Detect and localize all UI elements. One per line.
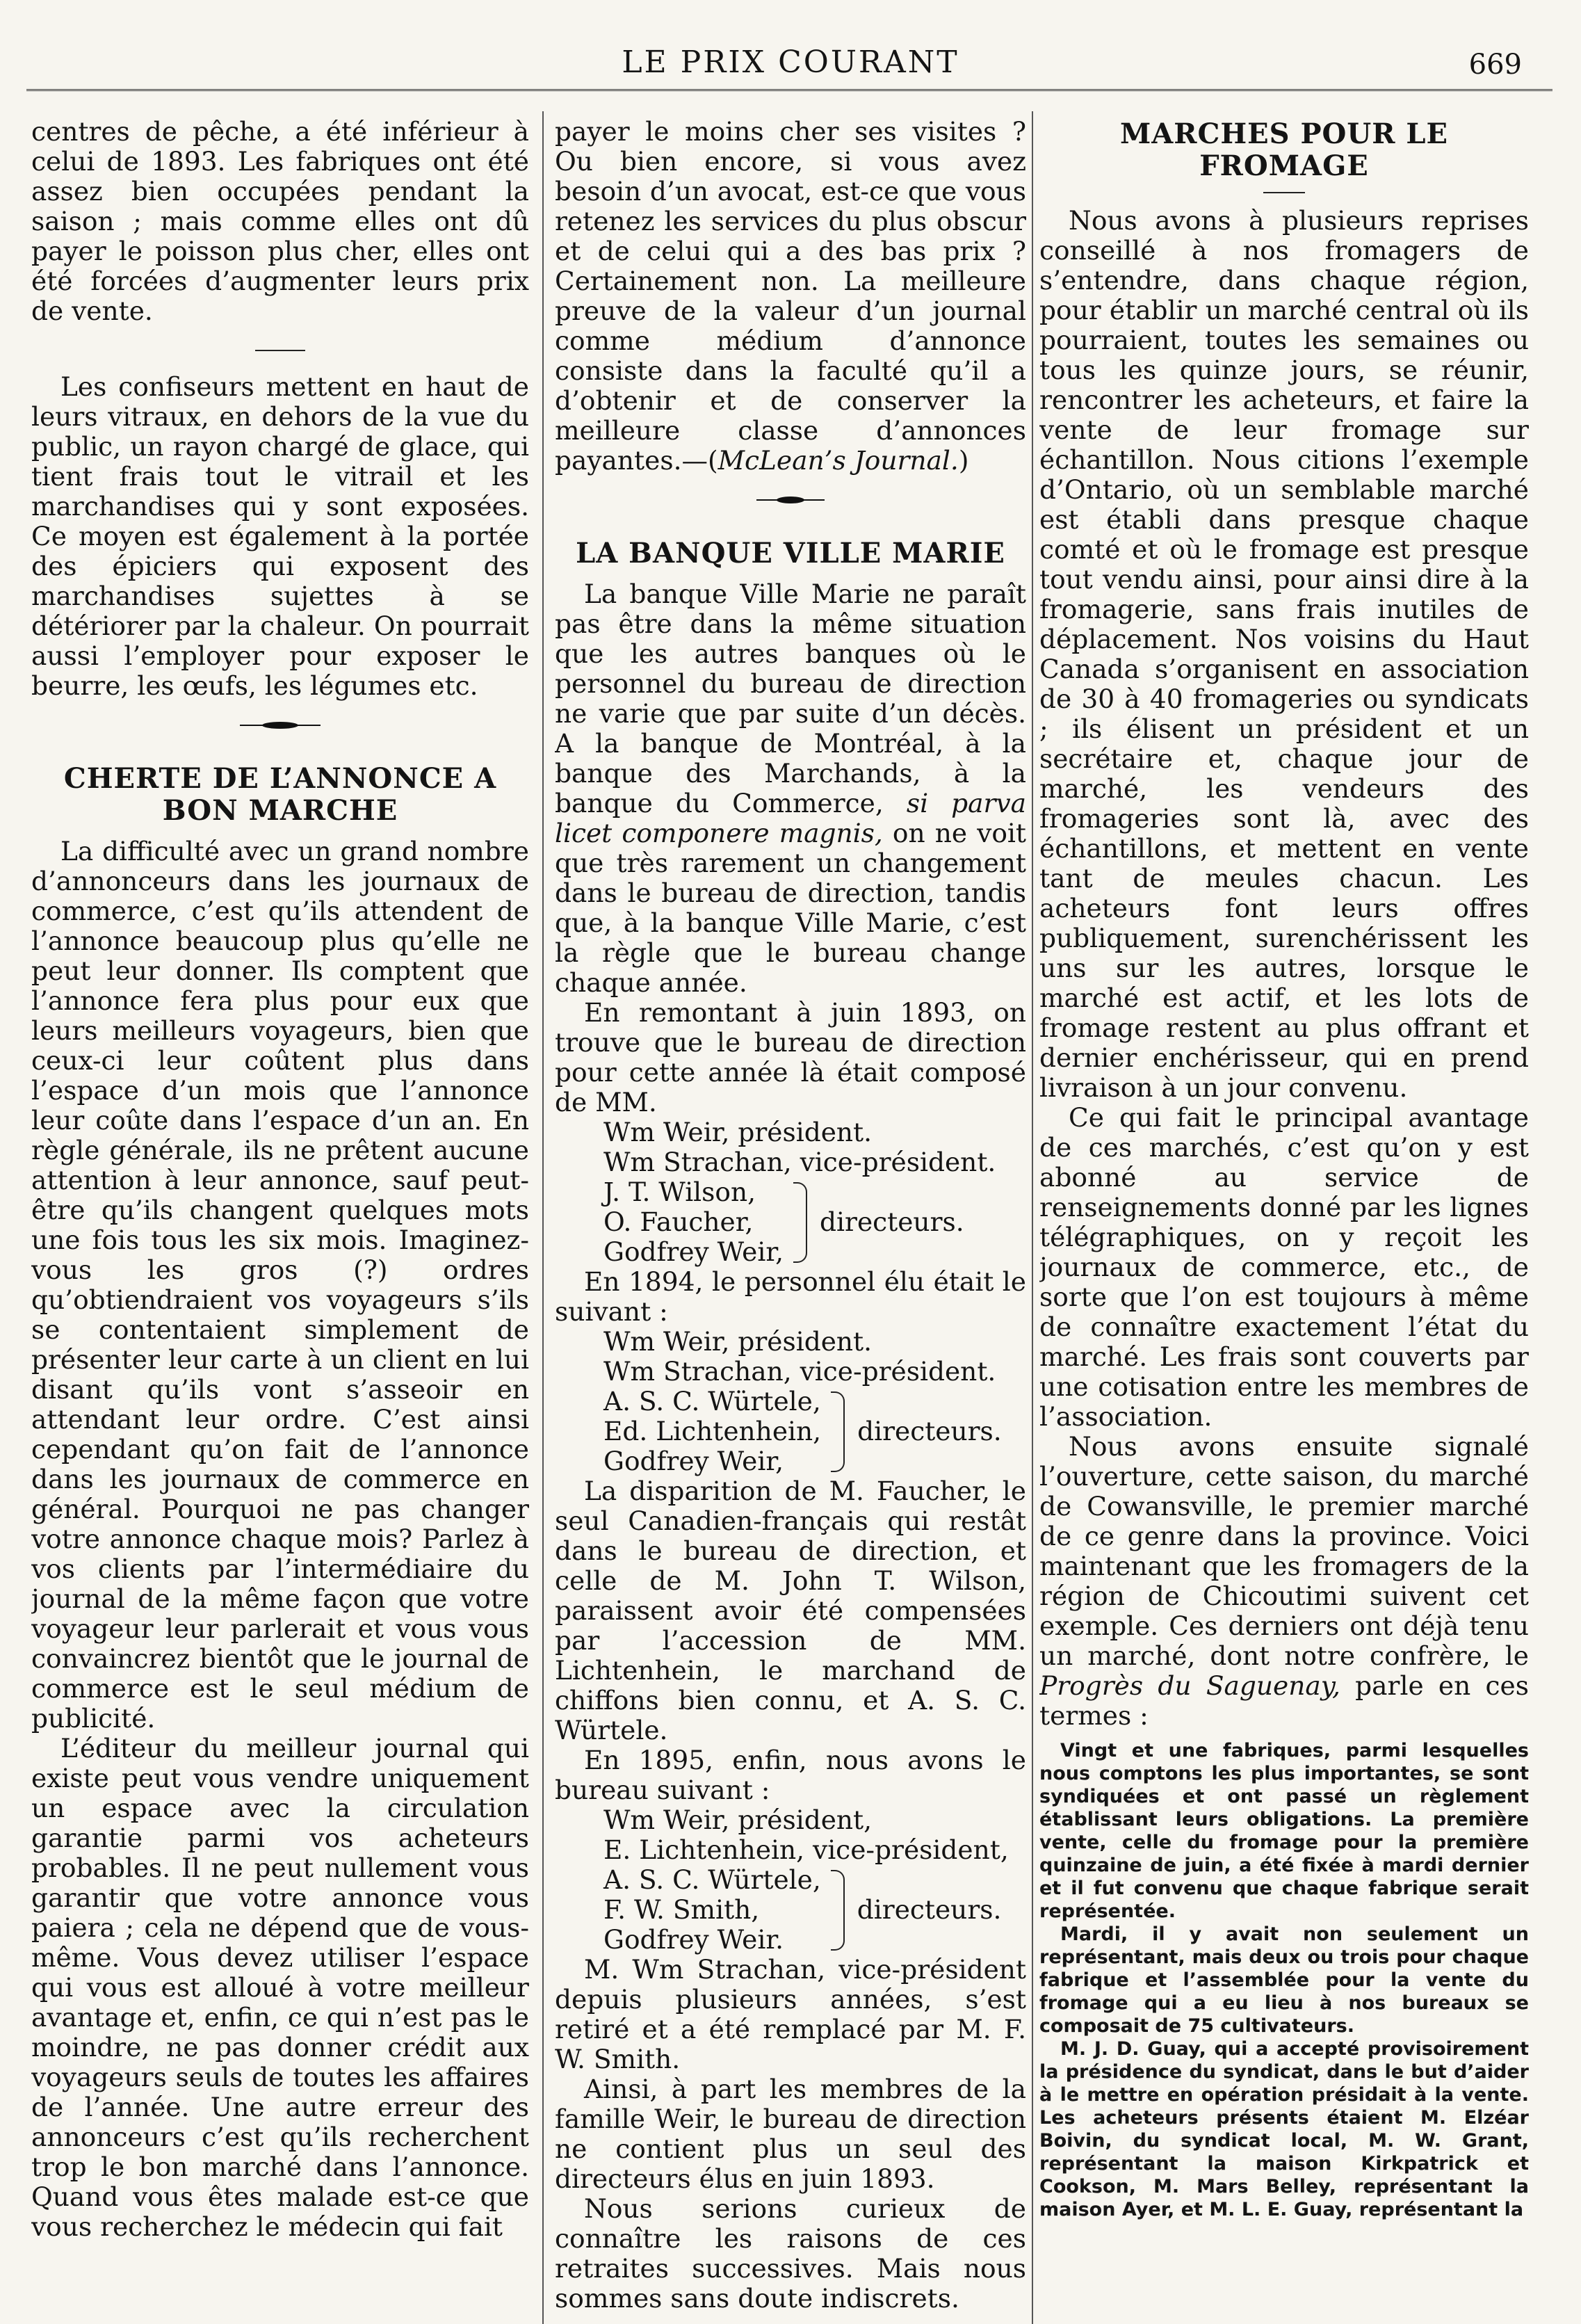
ornament-divider (31, 720, 529, 730)
paragraph-text: Nous avons ensuite signalé l’ouverture, cette saison, du marché de Cowansville, le premier marché de ce genre dans la province. Voici maintenant que les fromagers de la région de Chicoutimi suivent cet exemple. Ces derniers ont déjà tenu un marché, dont notre confrère, le (1039, 1431, 1529, 1671)
article-paragraph (1039, 1432, 1529, 1731)
source-citation: McLean’s Journal. (717, 445, 959, 476)
article-paragraph: Ce qui fait le principal avantage de ces marchés, c’est qu’on y est abonné au service de renseignements donné par les lignes télégraphiques, on y reçoit les journaux de commerce, etc., de sorte que l’on est toujours à même de connaître exactement l’état du marché. Les frais sont couverts par une cotisation entre les membres de l’association. (1039, 1102, 1529, 1432)
board-directors (603, 1387, 1026, 1476)
column-3 (1039, 117, 1529, 2324)
article-headline: LA BANQUE VILLE MARIE (576, 537, 1005, 570)
director-name: Godfrey Weir. (603, 1924, 784, 1955)
paragraph-text: La banque Ville Marie ne paraît pas être dans la même situation que les autres banques où le personnel du bureau de direction ne varie que par suite d’un décès. A la banque de Montréal, à la banque des Marchands, à la banque du Commerce, (555, 579, 1026, 818)
page-number: 669 (1468, 49, 1522, 81)
paragraph-text: payer le moins cher ses visites ? Ou bien encore, si vous avez besoin d’un avocat, est-ce que vous retenez les services du plus obscur et de celui qui a des bas prix ? Certainement non. La meilleure preuve de la valeur d’un journal comme médium d’annonce consiste dans la faculté qu’il a d’obtenir et de conserver la meilleure classe d’annonces payantes.—( (555, 117, 1026, 476)
article-paragraph (555, 579, 1026, 998)
paragraph-text: parle en ces termes : (1039, 1670, 1529, 1731)
article-paragraph: centres de pêche, a été inférieur à celui de 1893. Les fabriques ont été assez bien occupées pendant la saison ; mais comme elles ont dû payer le poisson plus cher, elles ont été forcées d’augmenter leurs prix de vente. (31, 117, 529, 326)
quoted-excerpt (1039, 1739, 1529, 2221)
directors-label: directeurs. (857, 1894, 1002, 1925)
section-separator (255, 350, 305, 351)
article-headline: MARCHES POUR LE FROMAGE (1119, 118, 1449, 182)
article-paragraph (555, 117, 1026, 476)
article-paragraph: Nous serions curieux de connaître les raisons de ces retraites successives. Mais nous sommes sans doute indiscrets. (555, 2193, 1026, 2314)
paragraph-text: ) (958, 445, 969, 476)
article-paragraph: Les confiseurs mettent en haut de leurs vitraux, en dehors de la vue du public, un rayon chargé de glace, qui tient frais tout le vitrail et les marchandises qui y sont exposées. Ce moyen est également à la portée des épiciers qui exposent des marchandises sujettes à se détériorer par la chaleur. On pourrait aussi l’employer pour exposer le beurre, les œufs, les légumes etc. (31, 371, 529, 701)
director-name: A. S. C. Würtele, (603, 1864, 821, 1895)
article-paragraph: L’éditeur du meilleur journal qui existe peut vous vendre uniquement un espace avec la circulation garantie parmi vos acheteurs probables. Il ne peut nullement vous garantir que votre annonce vous paiera ; cela ne dépend que de vous-même. Vous devez utiliser l’espace qui vous est alloué à votre meilleur avantage et, enfin, ce qui n’est pas le moindre, ne pas donner crédit aux voyageurs seuls de toutes les affaires de l’année. Une autre erreur des annonceurs c’est qu’ils recherchent trop le bon marché dans l’annonce. Quand vous êtes malade est-ce que vous recherchez le médecin qui fait (31, 1733, 529, 2242)
quote-paragraph: Vingt et une fabriques, parmi lesquelles nous comptons les plus importantes, se sont syndiquées et ont passé un règlement établissant leurs obligations. La première vente, celle du fromage pour la première quinzaine de juin, a été fixée à mardi dernier et il fut convenu que chaque fabrique serait représentée. (1039, 1740, 1529, 1922)
quote-paragraph: M. J. D. Guay, qui a accepté provisoirement la présidence du syndicat, dans le but d’aider à le mettre en opération présidait à la vente. Les acheteurs présents étaient M. Elzéar Boivin, du syndicat local, M. W. Grant, représentant la maison Kirkpatrick et Cookson, M. Mars Belley, représentant la maison Ayer, et M. L. E. Guay, représentant la (1039, 2038, 1529, 2220)
article-paragraph: Ainsi, à part les membres de la famille Weir, le bureau de direction ne contient plus un seul des directeurs élus en juin 1893. (555, 2074, 1026, 2194)
latin-phrase: si parva licet componere magnis, (555, 788, 1026, 848)
board-president: Wm Weir, président. (603, 1326, 873, 1357)
paragraph-text: on ne voit que très rarement un changement dans le bureau de direction, tandis que, à la banque Ville Marie, c’est la règle que le bureau change chaque année. (555, 818, 1026, 998)
board-president: Wm Weir, président. (603, 1117, 873, 1147)
directors-label: directeurs. (820, 1207, 964, 1237)
quote-paragraph: Mardi, il y avait non seulement un représentant, mais deux ou trois pour chaque fabrique et l’assemblée pour la vente du fromage qui a eu lieu à nos bureaux se composait de 75 cultivateurs. (1039, 1923, 1529, 2037)
board-list-1895 (603, 1805, 1026, 1955)
column-2 (555, 117, 1026, 2324)
board-list-1893 (603, 1117, 1026, 1267)
brace (831, 1391, 845, 1472)
director-name: Godfrey Weir, (603, 1236, 784, 1267)
director-name: A. S. C. Würtele, (603, 1386, 821, 1417)
board-directors (603, 1177, 1026, 1267)
director-name: O. Faucher, (603, 1207, 754, 1237)
article-paragraph: La difficulté avec un grand nombre d’annonceurs dans les journaux de commerce, c’est qu’ils attendent de l’annonce beaucoup plus qu’elle ne peut leur donner. Ils comptent que l’annonce fera plus pour eux que leurs meilleurs voyageurs, bien que ceux-ci leur coûtent plus dans l’espace d’un mois que l’annonce leur coûte dans l’espace d’un an. En règle générale, ils ne prêtent aucune attention à leur annonce, sauf peut-être qu’ils changent quelques mots une fois tous les six mois. Imaginez-vous les gros (?) ordres qu’obtiendraient vos voyageurs s’ils se contentaient simplement de présenter leur carte à un client en lui disant qu’ils vont s’asseoir en attendant leur ordre. C’est ainsi cependant qu’on fait de l’annonce dans les journaux de commerce en général. Pourquoi ne pas changer votre annonce chaque mois? Parlez à vos clients par l’intermédiaire du journal de la même façon que votre voyageur leur parlerait et vous vous convaincrez bientôt que le journal de commerce est le seul médium de publicité. (31, 836, 529, 1734)
article-paragraph: En 1894, le personnel élu était le suivant : (555, 1266, 1026, 1327)
article-headline: CHERTE DE L’ANNONCE A BON MARCHE (63, 762, 497, 827)
ornament-divider (555, 495, 1026, 505)
director-name: Godfrey Weir, (603, 1446, 784, 1476)
column-divider (1032, 111, 1033, 2324)
board-vice-president: Wm Strachan, vice-président. (603, 1356, 996, 1387)
journal-title: LE PRIX COURANT (622, 45, 959, 80)
column-1 (31, 117, 529, 2324)
board-vice-president: Wm Strachan, vice-président. (603, 1147, 996, 1177)
directors-label: directeurs. (857, 1416, 1002, 1446)
director-name: J. T. Wilson, (603, 1177, 756, 1207)
section-separator (1263, 192, 1305, 193)
brace (831, 1870, 845, 1951)
article-paragraph: En 1895, enfin, nous avons le bureau suivant : (555, 1745, 1026, 1805)
director-name: Ed. Lichtenhein, (603, 1416, 822, 1446)
column-divider (542, 111, 544, 2324)
director-name: F. W. Smith, (603, 1894, 760, 1925)
board-vice-president: E. Lichtenhein, vice-président, (603, 1834, 1009, 1865)
running-head (0, 45, 1581, 86)
source-citation: Progrès du Saguenay, (1039, 1670, 1340, 1701)
board-list-1894 (603, 1327, 1026, 1476)
article-paragraph: En remontant à juin 1893, on trouve que le bureau de direction pour cette année là était composé de MM. (555, 997, 1026, 1117)
article-paragraph: Nous avons à plusieurs reprises conseillé à nos fromagers de s’entendre, dans chaque région, pour établir un marché central où ils pourraient, toutes les semaines ou tous les quinze jours, se réunir, rencontrer les acheteurs, et faire la vente de leur fromage sur échantillon. Nous citions l’exemple d’Ontario, où un semblable marché est établi dans presque chaque comté et où le fromage est presque tout vendu ainsi, pour ainsi dire à la fromagerie, sans frais inutiles de déplacement. Nos voisins du Haut Canada s’organisent en association de 30 à 40 fromageries ou syndicats ; ils élisent un président et un secrétaire et, chaque jour de marché, les vendeurs des fromageries sont là, avec des échantillons, et mettent en vente tant de meules chacun. Les acheteurs font leurs offres publiquement, surenchérissent les uns sur les autres, lorsque le marché est actif, et les lots de fromage restent au plus offrant et dernier enchérisseur, qui en prend livraison à un jour convenu. (1039, 205, 1529, 1103)
article-paragraph: M. Wm Strachan, vice-président depuis plusieurs années, s’est retiré et a été remplacé par M. F. W. Smith. (555, 1954, 1026, 2074)
board-directors (603, 1865, 1026, 1955)
header-rule (26, 89, 1552, 91)
article-paragraph: La disparition de M. Faucher, le seul Canadien-français qui restât dans le bureau de direction, et celle de M. John T. Wilson, paraissent avoir été compensées par l’accession de MM. Lichtenhein, le marchand de chiffons bien connu, et A. S. C. Würtele. (555, 1476, 1026, 1745)
board-president: Wm Weir, président, (603, 1805, 873, 1835)
brace (793, 1182, 807, 1263)
